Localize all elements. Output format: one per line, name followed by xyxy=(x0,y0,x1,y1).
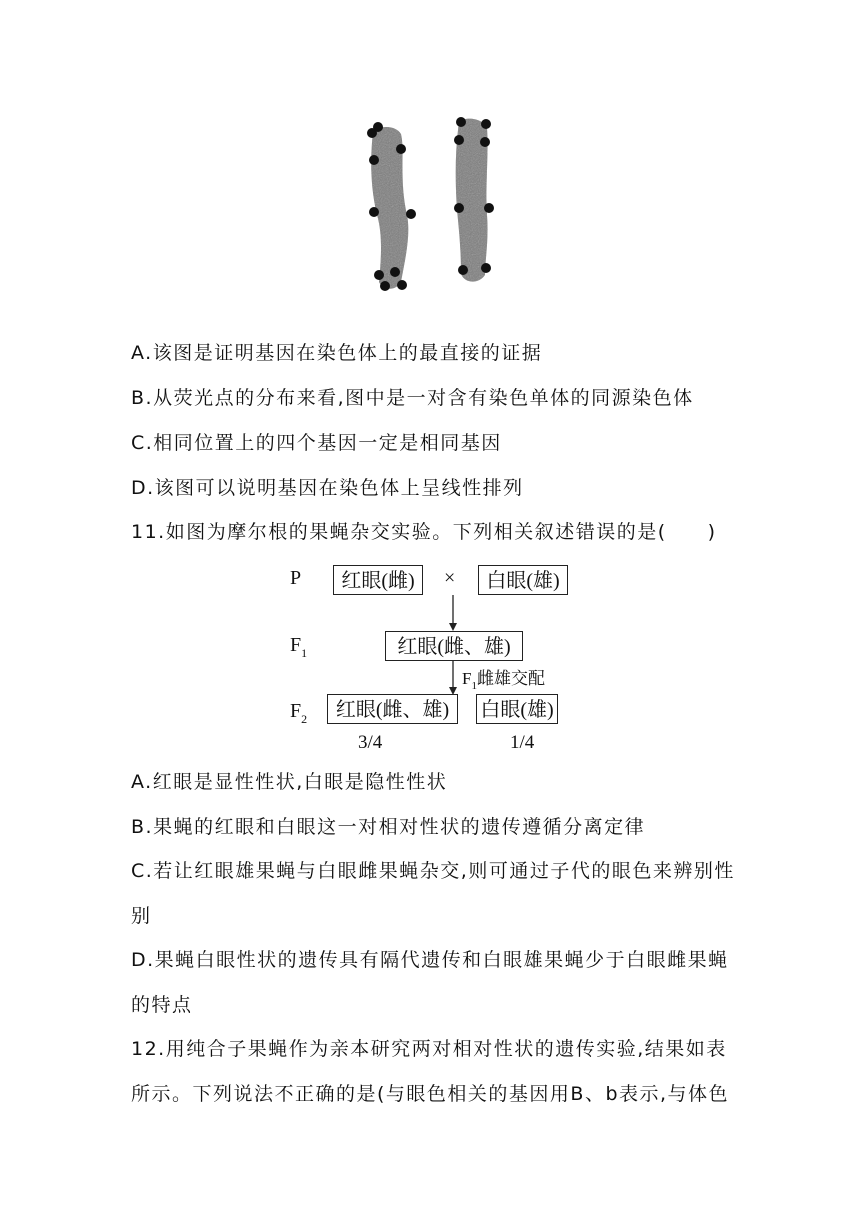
f1-mating-label: $F_1$雌雄交配 xyxy=(462,669,545,692)
q11-option-b: B.果蝇的红眼和白眼这一对相对性状的遗传遵循分离定律 xyxy=(131,816,646,838)
f1-box: 红眼(雌、雄) xyxy=(385,631,523,661)
p-male-box: 白眼(雄) xyxy=(478,565,568,595)
q10-option-a: A.该图是证明基因在染色体上的最直接的证据 xyxy=(131,342,543,364)
q11-option-d-line2: 的特点 xyxy=(131,994,193,1016)
q11-stem: 11.如图为摩尔根的果蝇杂交实验。下列相关叙述错误的是( ) xyxy=(131,521,717,543)
p-female-box: 红眼(雌) xyxy=(333,565,423,595)
q11-option-c-line1: C.若让红眼雄果蝇与白眼雌果蝇杂交,则可通过子代的眼色来辨别性 xyxy=(131,860,735,882)
q10-option-d: D.该图可以说明基因在染色体上呈线性排列 xyxy=(131,477,524,499)
cross-symbol: × xyxy=(444,567,456,589)
f2-generation-label: $F_2$ xyxy=(290,700,308,726)
chromosome-fluorescence-figure xyxy=(355,110,505,300)
ratio-red-eye: 3/4 xyxy=(358,732,383,753)
q11-option-a: A.红眼是显性性状,白眼是隐性性状 xyxy=(131,771,448,793)
q12-stem-line2: 所示。下列说法不正确的是(与眼色相关的基因用B、b表示,与体色 xyxy=(131,1083,730,1105)
q11-option-d-line1: D.果蝇白眼性状的遗传具有隔代遗传和白眼雄果蝇少于白眼雌果蝇 xyxy=(131,949,729,971)
q10-option-b: B.从荧光点的分布来看,图中是一对含有染色单体的同源染色体 xyxy=(131,387,694,409)
q10-option-c: C.相同位置上的四个基因一定是相同基因 xyxy=(131,432,502,454)
f2-red-eye-box: 红眼(雌、雄) xyxy=(327,694,458,724)
p-generation-label: P xyxy=(290,567,302,589)
q11-option-c-line2: 别 xyxy=(131,905,152,927)
ratio-white-eye: 1/4 xyxy=(510,732,535,753)
f1-generation-label: $F_1$ xyxy=(290,634,308,660)
q12-stem-line1: 12.用纯合子果蝇作为亲本研究两对相对性状的遗传实验,结果如表 xyxy=(131,1038,727,1060)
f2-white-eye-box: 白眼(雄) xyxy=(476,694,558,724)
